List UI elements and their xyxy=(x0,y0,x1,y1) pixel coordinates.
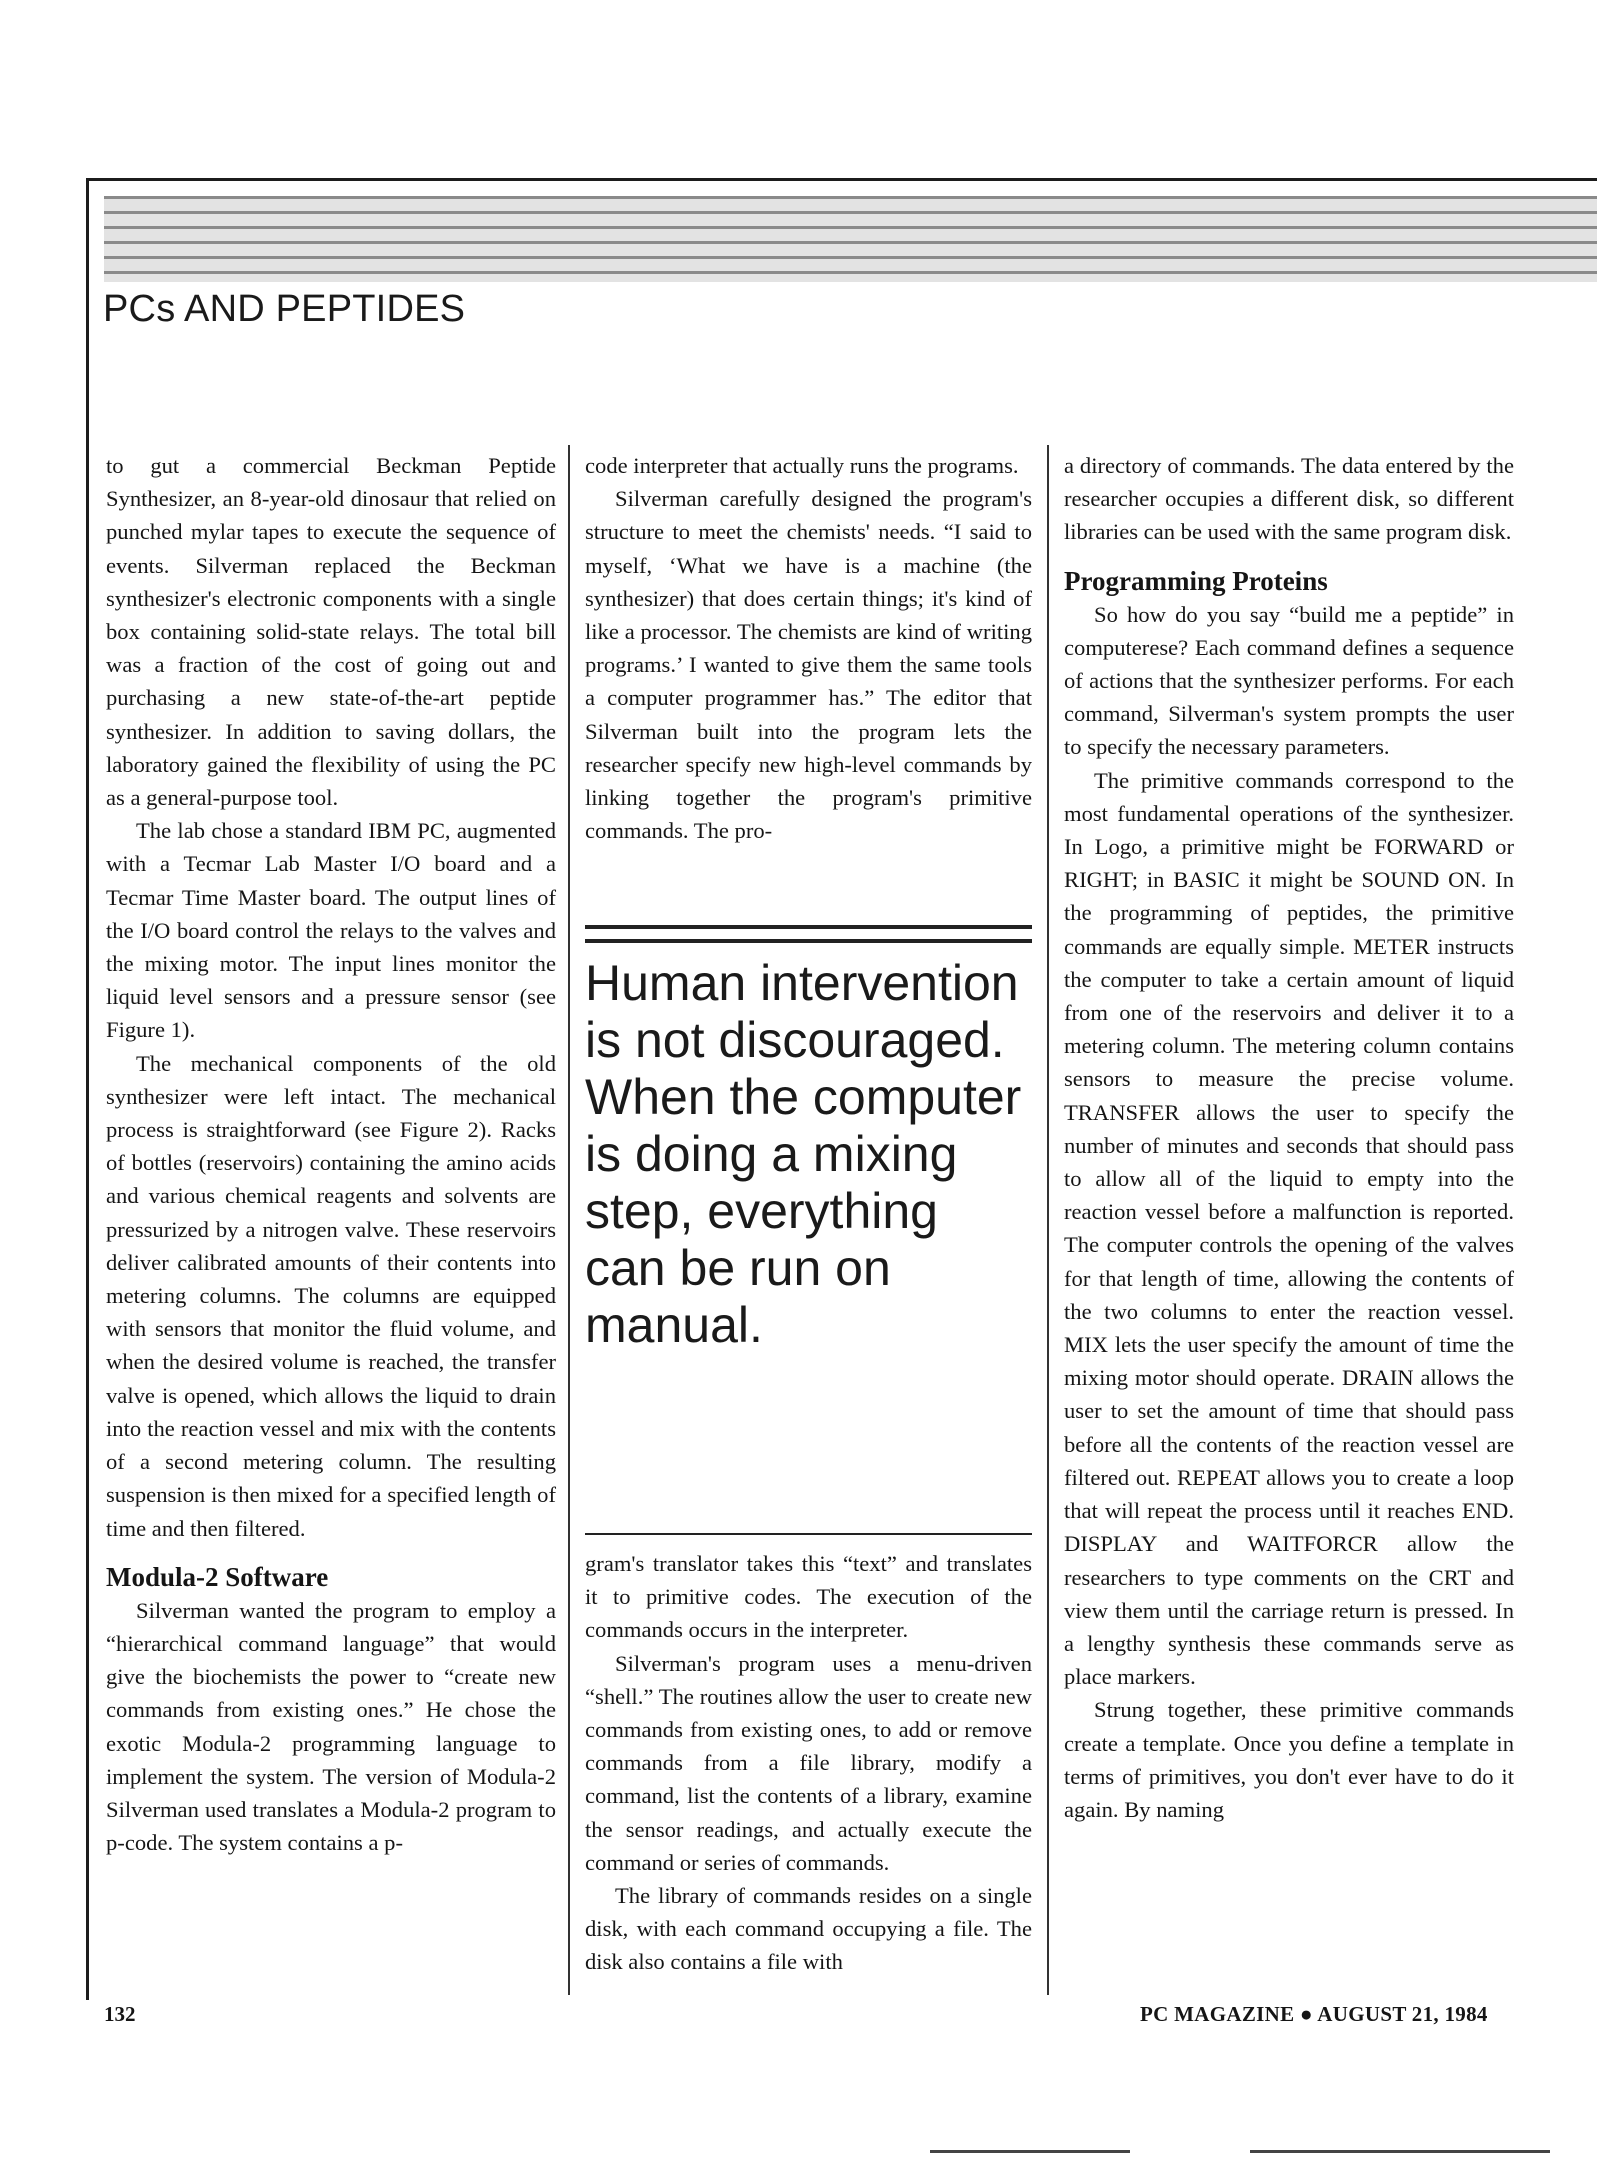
header-rules xyxy=(104,196,1597,282)
column-divider-2 xyxy=(1047,445,1049,1995)
paragraph: gram's translator takes this “text” and translates it to primitive codes. The execution of the commands occurs in the interpreter. xyxy=(585,1551,1032,1643)
magazine-date: PC MAGAZINE ● AUGUST 21, 1984 xyxy=(1140,2002,1488,2026)
paragraph: Strung together, these primitive commands create a template. Once you define a template in terms of primitives, you don't ever have to do it again. By naming xyxy=(1064,1697,1514,1822)
scan-mark xyxy=(1250,2150,1550,2153)
pull-quote-top-rule xyxy=(585,925,1032,943)
subheading-programming-proteins: Programming Proteins xyxy=(1064,565,1328,596)
paragraph: The library of commands resides on a single disk, with each command occupying a file. The disk also contains a file with xyxy=(585,1883,1032,1975)
pull-quote xyxy=(585,925,1032,1535)
pull-quote-bottom-rule xyxy=(585,1533,1032,1535)
paragraph: The lab chose a standard IBM PC, augmented with a Tecmar Lab Master I/O board and a Tecmar Time Master board. The output lines of the I/O board control the relays to the valves and the mixing motor. The input lines monitor the liquid level sensors and a pressure sensor (see Figure 1). xyxy=(106,818,556,1043)
paragraph: code interpreter that actually runs the programs. xyxy=(585,453,1019,478)
paragraph: Silverman's program uses a menu-driven “shell.” The routines allow the user to create new commands from existing ones, to add or remove commands from a file library, modify a command, list the contents of a library, examine the sensor readings, and actually execute the command or series of commands. xyxy=(585,1650,1032,1875)
section-title: PCs AND PEPTIDES xyxy=(103,288,466,330)
column-2-top xyxy=(585,449,1032,847)
subheading-modula2: Modula-2 Software xyxy=(106,1561,329,1592)
column-1 xyxy=(106,449,556,1859)
scan-mark xyxy=(930,2150,1130,2153)
page-number: 132 xyxy=(104,2002,136,2026)
column-3 xyxy=(1064,449,1514,1826)
paragraph: to gut a commercial Beckman Peptide Synthesizer, an 8-year-old dinosaur that relied on punched mylar tapes to execute the sequence of events. Silverman replaced the Beckman synthesizer's electronic components with a single box containing solid-state relays. The total bill was a fraction of the cost of going out and purchasing a new state-of-the-art peptide synthesizer. In addition to saving dollars, the laboratory gained the flexibility of using the PC as a general-purpose tool. xyxy=(106,453,556,811)
paragraph: Silverman carefully designed the program's structure to meet the chemists' needs. “I said to myself, ‘What we have is a machine (the synthesizer) that does certain things; it's kind of like a processor. The chemists are kind of writing programs.’ I wanted to give them the same tools a computer programmer has.” The editor that Silverman built into the program lets the researcher specify new high-level commands by linking together the program's primitive commands. The pro- xyxy=(585,486,1032,844)
paragraph: Silverman wanted the program to employ a “hierarchical command language” that would give the biochemists the power to “create new commands from existing ones.” He chose the exotic Modula-2 programming language to implement the system. The version of Modula-2 Silverman used translates a Modula-2 program to p-code. The system contains a p- xyxy=(106,1597,556,1856)
paragraph: The primitive commands correspond to the most fundamental operations of the synthesizer. In Logo, a primitive might be FORWARD or RIGHT; in BASIC it might be SOUND ON. In the programming of peptides, the primitive commands are equally simple. METER instructs the computer to take a certain amount of liquid from one of the reservoirs and deliver it to a metering column. The metering column contains sensors to measure the precise volume. TRANSFER allows the user to specify the number of minutes and seconds that should pass to allow all of the liquid to empty into the reaction vessel before a malfunction is reported. The computer controls the opening of the valves for that length of time, allowing the contents of the two columns to enter the reaction vessel. MIX lets the user specify the amount of time the mixing motor should operate. DRAIN allows the user to set the amount of time that should pass before all the contents of the reaction vessel are filtered out. REPEAT allows you to create a loop that will repeat the process until it reaches END. DISPLAY and WAITFORCR allow the researchers to type comments on the CRT and view them until the carriage return is pressed. In a lengthy synthesis these commands serve as place markers. xyxy=(1064,767,1514,1690)
pull-quote-text: Human intervention is not discouraged. When the computer is doing a mixing step, everything can be run on manual. xyxy=(585,955,1022,1353)
paragraph: a directory of commands. The data entered by the researcher occupies a different disk, so different libraries can be used with the same program disk. xyxy=(1064,453,1514,545)
paragraph: So how do you say “build me a peptide” in computerese? Each command defines a sequence of actions that the synthesizer performs. For each command, Silverman's system prompts the user to specify the necessary parameters. xyxy=(1064,601,1514,760)
column-2-bottom xyxy=(585,1547,1032,1979)
paragraph: The mechanical components of the old synthesizer were left intact. The mechanical process is straightforward (see Figure 2). Racks of bottles (reservoirs) containing the amino acids and various chemical reagents and solvents are pressurized by a nitrogen valve. These reservoirs deliver calibrated amounts of their contents into metering columns. The columns are equipped with sensors that monitor the fluid volume, and when the desired volume is reached, the transfer valve is opened, which allows the liquid to drain into the reaction vessel and mix with the contents of a second metering column. The resulting suspension is then mixed for a specified length of time and then filtered. xyxy=(106,1050,556,1541)
column-divider-1 xyxy=(568,445,570,1995)
